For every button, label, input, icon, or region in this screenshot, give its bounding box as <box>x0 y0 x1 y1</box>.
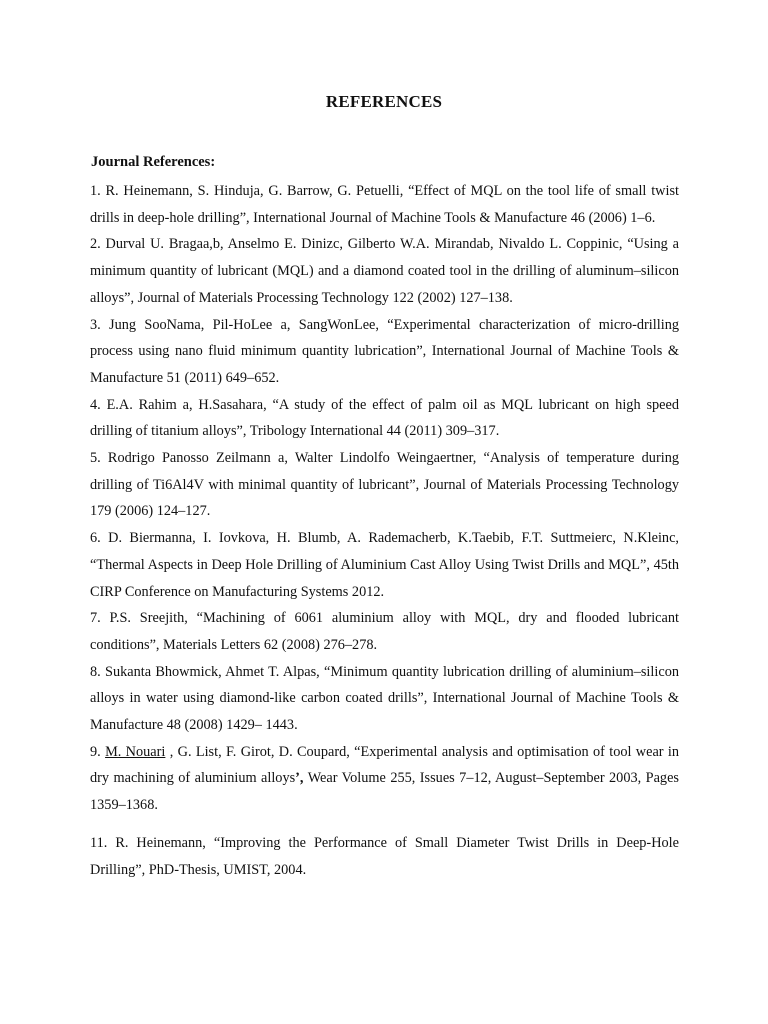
reference-item-9 <box>90 739 679 819</box>
reference-item: 8. Sukanta Bhowmick, Ahmet T. Alpas, “Minimum quantity lubrication drilling of aluminium–silicon alloys in water using diamond-like carbon coated drills”, International Journal of Machine Tools & Manufacture 48 (2008) 1429– 1443. <box>90 663 679 734</box>
reference-item: 2. Durval U. Bragaa,b, Anselmo E. Dinizc, Gilberto W.A. Mirandab, Nivaldo L. Coppinic, “Using a minimum quantity of lubricant (MQL) and a diamond coated tool in the drilling of aluminum–silicon alloys”, Journal of Materials Processing Technology 122 (2002) 127–138. <box>90 236 679 306</box>
reference-item: 3. Jung SooNama, Pil-HoLee a, SangWonLee, “Experimental characterization of micro-drilling process using nano fluid minimum quantity lubrication”, International Journal of Machine Tools & Manufacture 51 (2011) 649–652. <box>90 316 679 386</box>
page-title: REFERENCES <box>325 92 443 111</box>
closing-quote-mark: ’, <box>295 770 304 787</box>
section-heading: Journal References: <box>91 154 216 170</box>
reference-number: 9. <box>90 743 106 760</box>
reference-item: 5. Rodrigo Panosso Zeilmann a, Walter Lindolfo Weingaertner, “Analysis of temperature during drilling of Ti6Al4V with minimal quantity of lubricant”, Journal of Materials Processing Technology 179 (2006) 124–127. <box>90 450 679 520</box>
reference-item: 1. R. Heinemann, S. Hinduja, G. Barrow, G. Petuelli, “Effect of MQL on the tool life of small twist drills in deep-hole drilling”, International Journal of Machine Tools & Manufacture 46 (2006) 1–6. <box>90 183 679 226</box>
reference-item: 6. D. Biermanna, I. Iovkova, H. Blumb, A. Rademacherb, K.Taebib, F.T. Suttmeierc, N.Kleinc, “Thermal Aspects in Deep Hole Drilling of Aluminium Cast Alloy Using Twist Drills and MQL”, 45th CIRP Conference on Manufacturing Systems 2012. <box>90 530 679 600</box>
reference-text-tail: Wear Volume 255, Issues 7–12, August–September 2003, Pages 1359–1368. <box>90 770 679 814</box>
references-list <box>90 178 679 883</box>
author-link[interactable]: M. Nouari <box>105 743 166 760</box>
reference-item-11: 11. R. Heinemann, “Improving the Performance of Small Diameter Twist Drills in Deep-Hole Drilling”, PhD-Thesis, UMIST, 2004. <box>90 834 679 878</box>
reference-item: 4. E.A. Rahim a, H.Sasahara, “A study of the effect of palm oil as MQL lubricant on high speed drilling of titanium alloys”, Tribology International 44 (2011) 309–317. <box>90 396 679 440</box>
reference-item: 7. P.S. Sreejith, “Machining of 6061 aluminium alloy with MQL, dry and flooded lubricant conditions”, Materials Letters 62 (2008) 276–278. <box>90 610 679 653</box>
reference-text: , G. List, F. Girot, D. Coupard, “Experimental analysis and optimisation of tool wear in dry machining of aluminium alloys <box>90 743 680 787</box>
